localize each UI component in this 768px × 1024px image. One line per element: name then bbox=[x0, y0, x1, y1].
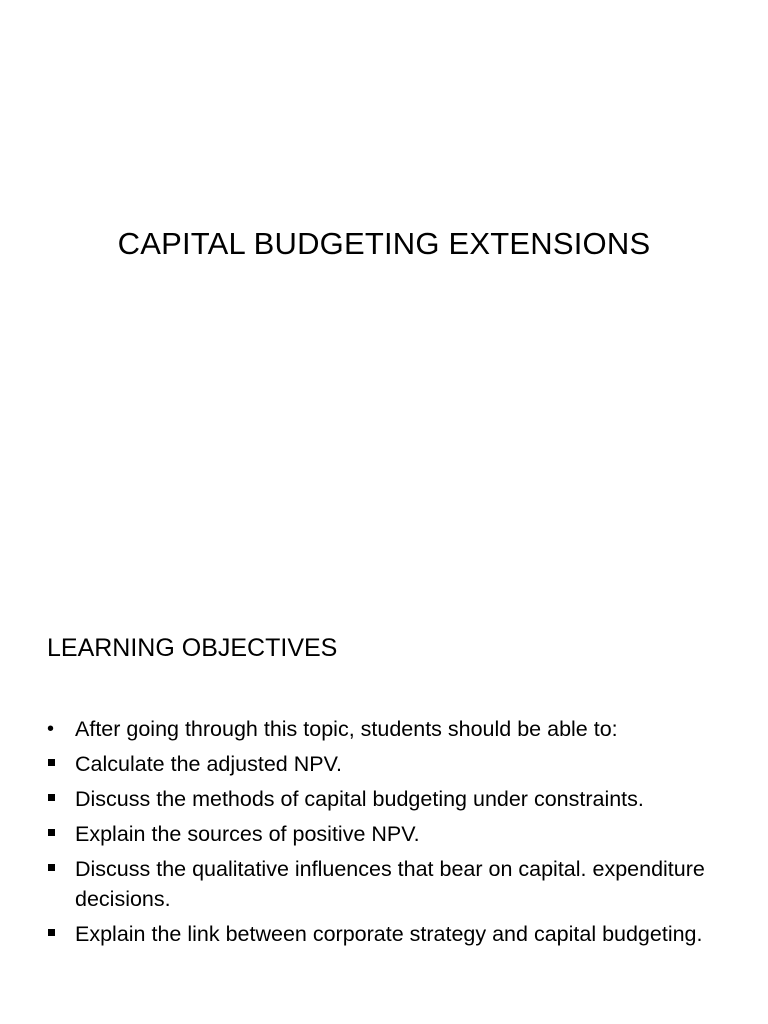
square-bullet-icon bbox=[47, 919, 67, 936]
square-bullet-icon bbox=[47, 854, 67, 871]
objective-item-strategy bbox=[47, 919, 737, 949]
square-bullet-icon bbox=[47, 749, 67, 766]
objective-item-constraints bbox=[47, 784, 737, 814]
learning-objectives-heading: LEARNING OBJECTIVES bbox=[47, 634, 338, 662]
objective-item-adjusted-npv bbox=[47, 749, 737, 779]
square-bullet-icon bbox=[47, 784, 67, 801]
learning-objectives-slide bbox=[0, 576, 768, 1024]
square-bullet-icon bbox=[47, 819, 67, 836]
objective-text: Calculate the adjusted NPV. bbox=[75, 752, 342, 776]
objective-text: Discuss the methods of capital budgeting under constraints. bbox=[75, 787, 644, 811]
dot-bullet-icon: • bbox=[47, 718, 55, 740]
presentation-title: CAPITAL BUDGETING EXTENSIONS bbox=[117, 226, 651, 261]
objective-text: After going through this topic, students should be able to: bbox=[75, 717, 618, 741]
objective-text: Explain the link between corporate strategy and capital budgeting. bbox=[75, 922, 703, 946]
objective-item-qualitative bbox=[47, 854, 737, 914]
objective-item-positive-npv bbox=[47, 819, 737, 849]
objective-text: Explain the sources of positive NPV. bbox=[75, 822, 420, 846]
objective-item-intro bbox=[47, 714, 737, 744]
objectives-list bbox=[47, 714, 737, 954]
objective-text: Discuss the qualitative influences that bear on capital. expenditure decisions. bbox=[75, 857, 705, 911]
